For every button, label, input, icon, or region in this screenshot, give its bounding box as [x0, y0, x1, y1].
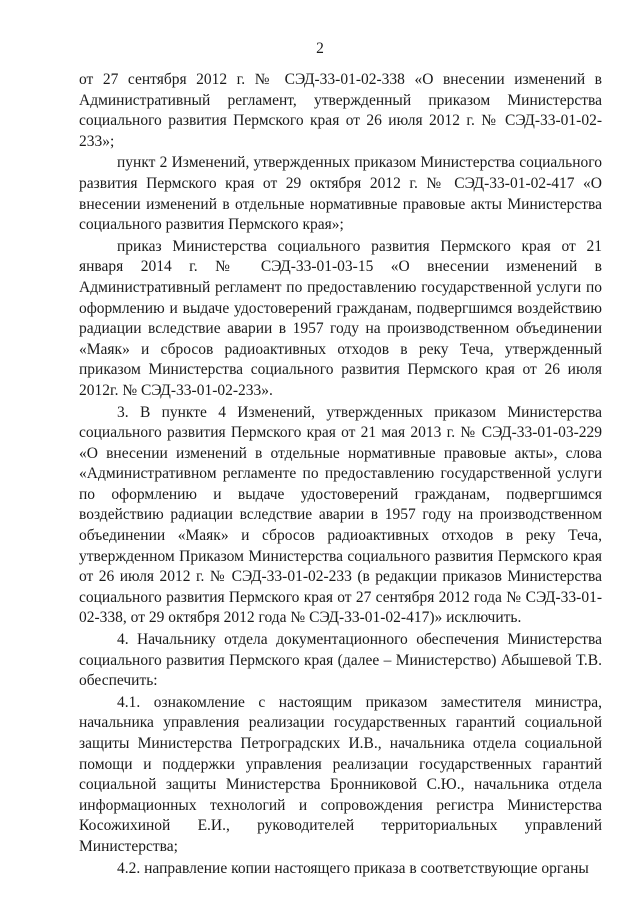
- page-number: 2: [316, 40, 324, 57]
- paragraph-item-order-2014: приказ Министерства социального развития Пермского края от 21 января 2014 г. № СЭД-33-01-03-15 «О внесении изменений в Административный регламент по предоставлению государственной услуги по оформлению и выдаче удостоверений гражданам, подвергшимся воздействию радиации вследствие аварии в 1957 году на производственном объединении «Маяк» и сбросов радиоактивных отходов в реку Теча, утвержденный приказом Министерства социального развития Пермского края от 26 июля 2012г. № СЭД-33-01-02-233».: [79, 237, 602, 399]
- paragraph-section-4-2: 4.2. направление копии настоящего приказа в соответствующие органы: [117, 859, 589, 877]
- paragraph-section-3: 3. В пункте 4 Изменений, утвержденных приказом Министерства социального развития Пермского края от 21 мая 2013 г. № СЭД-33-01-03-229 «О внесении изменений в отдельные нормативные правовые акты», слова «Административном регламенте по предоставлению государственной услуги по оформлению и выдаче удостоверений гражданам, подвергшимся воздействию радиации вследствие аварии в 1957 году на производственном объединении «Маяк» и сбросов радиоактивных отходов в реку Теча, утвержденном Приказом Министерства социального развития Пермского края от 26 июля 2012 г. № СЭД-33-01-02-233 (в редакции приказов Министерства социального развития Пермского края от 27 сентября 2012 года № СЭД-33-01-02-338, от 29 октября 2012 года № СЭД-33-01-02-417)» исключить.: [79, 403, 602, 627]
- paragraph-section-4: 4. Начальнику отдела документационного обеспечения Министерства социального развития Пермского края (далее – Министерство) Абышевой Т.В. обеспечить:: [79, 631, 602, 690]
- paragraph-section-4-1: 4.1. ознакомление с настоящим приказом заместителя министра, начальника управления реализации государственных гарантий социальной защиты Министерства Петроградских И.В., начальника отдела социальной помощи и поддержки управления реализации государственных гарантий социальной защиты Министерства Бронниковой С.Ю., начальника отдела информационных технологий и сопровождения регистра Министерства Косожихиной Е.И., руководителей территориальных управлений Министерства;: [79, 693, 602, 855]
- paragraph-item-point-2: пункт 2 Изменений, утвержденных приказом Министерства социального развития Пермского края от 29 октября 2012 г. № СЭД-33-01-02-417 «О внесении изменений в отдельные нормативные правовые акты Министерства социального развития Пермского края»;: [79, 154, 602, 234]
- paragraph-continuation: от 27 сентября 2012 г. № СЭД-33-01-02-338 «О внесении изменений в Административный регламент, утвержденный приказом Министерства социального развития Пермского края от 26 июля 2012 г. № СЭД-33-01-02-233»;: [79, 71, 602, 150]
- document-body: [79, 70, 602, 879]
